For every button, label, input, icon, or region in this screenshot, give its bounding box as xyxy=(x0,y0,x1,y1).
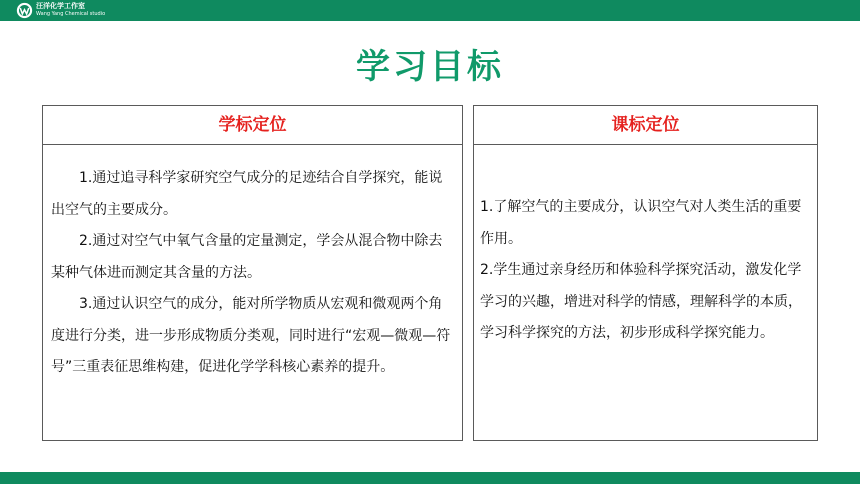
objective-item: 3.通过认识空气的成分，能对所学物质从宏观和微观两个角度进行分类，进一步形成物质分类观，同时进行“宏观—微观—符号”三重表征思维构建，促进化学学科核心素养的提升。 xyxy=(51,296,451,375)
panel-heading: 学标定位 xyxy=(43,106,462,145)
objective-item: 2.通过对空气中氧气含量的定量测定，学会从混合物中除去某种气体进而测定其含量的方法。 xyxy=(51,233,443,281)
standard-item: 1.了解空气的主要成分，认识空气对人类生活的重要作用。 xyxy=(480,199,802,247)
objective-item: 1.通过追寻科学家研究空气成分的足迹结合自学探究，能说出空气的主要成分。 xyxy=(51,170,443,218)
brand-name-cn: 汪洋化学工作室 xyxy=(36,2,85,10)
brand xyxy=(36,2,105,18)
panel-heading: 课标定位 xyxy=(474,106,817,145)
page-title: 学习目标 xyxy=(356,47,504,87)
curriculum-standard-panel xyxy=(473,105,818,441)
header-bar xyxy=(0,0,860,21)
studio-logo-icon xyxy=(16,2,33,19)
standard-item: 2.学生通过亲身经历和体验科学探究活动，激发化学学习的兴趣，增进对科学的情感，理解科学的本质，学习科学探究的方法，初步形成科学探究能力。 xyxy=(480,262,802,341)
brand-name-en: Wang Yang Chemical studio xyxy=(36,11,106,17)
panel-body xyxy=(474,145,817,440)
footer-bar xyxy=(0,472,860,484)
panel-body xyxy=(43,145,462,440)
learning-target-panel xyxy=(42,105,463,441)
